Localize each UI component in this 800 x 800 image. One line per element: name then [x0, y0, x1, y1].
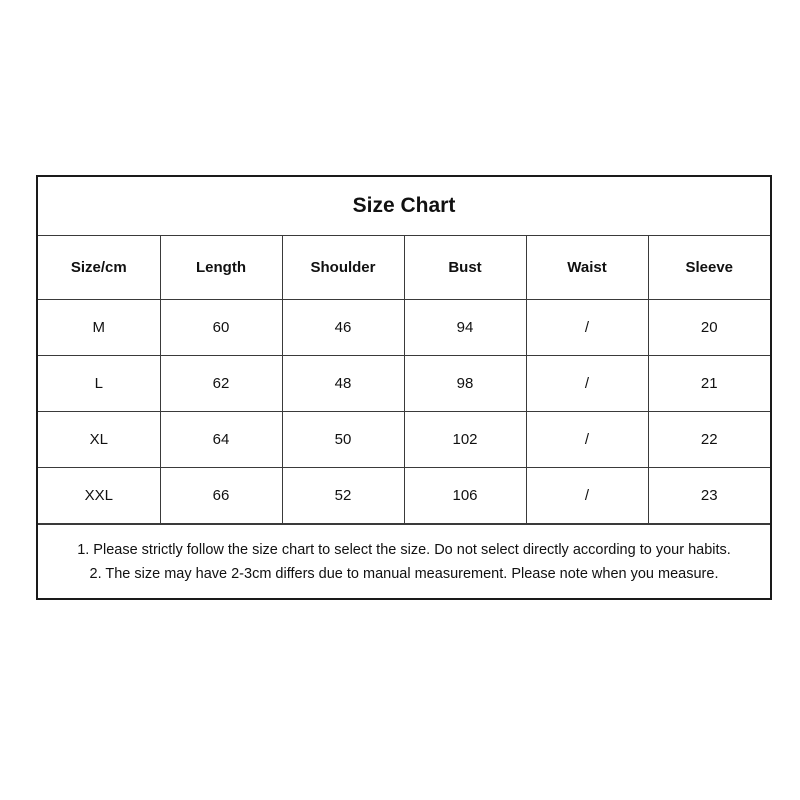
cell-shoulder: 52	[282, 468, 404, 524]
table-row	[38, 356, 770, 412]
cell-length: 66	[160, 468, 282, 524]
cell-size: XL	[38, 412, 160, 468]
cell-sleeve: 23	[648, 468, 770, 524]
cell-shoulder: 48	[282, 356, 404, 412]
cell-length: 62	[160, 356, 282, 412]
cell-bust: 98	[404, 356, 526, 412]
note-line: 2. The size may have 2-3cm differs due to manual measurement. Please note when you measure.	[89, 566, 719, 582]
header-shoulder: Shoulder	[282, 236, 404, 300]
table-row	[38, 300, 770, 356]
cell-sleeve: 22	[648, 412, 770, 468]
cell-bust: 102	[404, 412, 526, 468]
size-table	[38, 236, 770, 524]
cell-waist: /	[526, 300, 648, 356]
cell-length: 64	[160, 412, 282, 468]
cell-bust: 94	[404, 300, 526, 356]
header-row	[38, 236, 770, 300]
cell-size: M	[38, 300, 160, 356]
header-waist: Waist	[526, 236, 648, 300]
header-length: Length	[160, 236, 282, 300]
cell-size: L	[38, 356, 160, 412]
cell-size: XXL	[38, 468, 160, 524]
chart-title: Size Chart	[38, 177, 770, 236]
size-notes	[38, 524, 770, 598]
header-sleeve: Sleeve	[648, 236, 770, 300]
header-size: Size/cm	[38, 236, 160, 300]
size-chart	[36, 175, 772, 600]
cell-shoulder: 50	[282, 412, 404, 468]
cell-shoulder: 46	[282, 300, 404, 356]
cell-sleeve: 21	[648, 356, 770, 412]
cell-sleeve: 20	[648, 300, 770, 356]
cell-waist: /	[526, 412, 648, 468]
table-row	[38, 468, 770, 524]
cell-waist: /	[526, 468, 648, 524]
note-line: 1. Please strictly follow the size chart to select the size. Do not select directly according to your habits.	[77, 542, 731, 558]
header-bust: Bust	[404, 236, 526, 300]
cell-bust: 106	[404, 468, 526, 524]
table-row	[38, 412, 770, 468]
cell-waist: /	[526, 356, 648, 412]
cell-length: 60	[160, 300, 282, 356]
